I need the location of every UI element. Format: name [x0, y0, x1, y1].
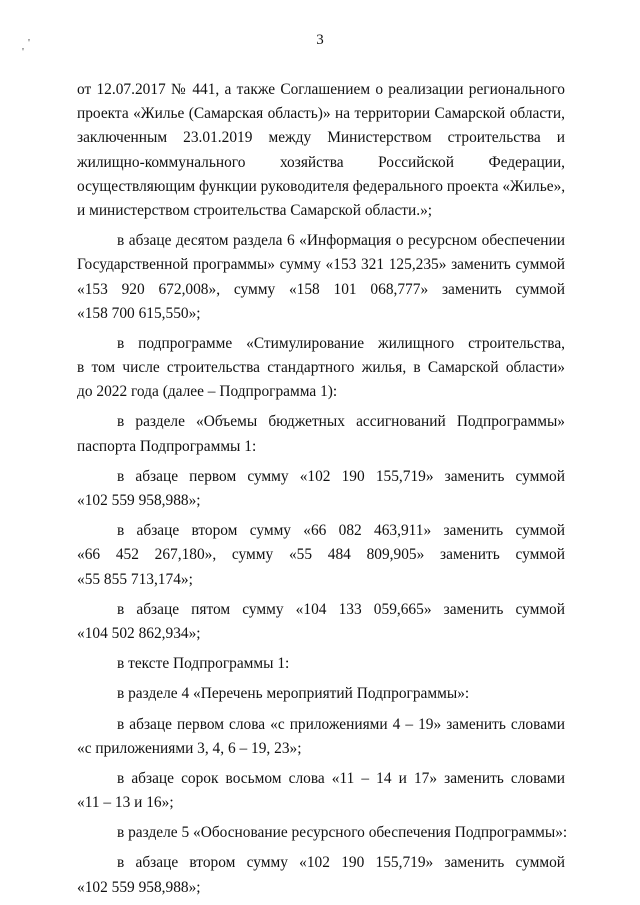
text-line: в абзаце десятом раздела 6 «Информация о ресурсном обеспечении — [117, 232, 565, 250]
paragraph — [77, 652, 565, 676]
paragraph — [77, 598, 565, 646]
margin-mark: ' — [22, 46, 24, 58]
text-line: «11 – 13 и 16»; — [77, 794, 174, 812]
paragraph — [77, 682, 565, 706]
text-line: паспорта Подпрограммы 1: — [77, 437, 257, 455]
paragraph — [77, 821, 568, 845]
text-line: «с приложениями 3, 4, 6 – 19, 23»; — [77, 739, 302, 757]
paragraph — [77, 465, 565, 513]
text-line: Государственной программы» сумму «153 321 125,235» заменить суммой — [77, 256, 565, 274]
text-line: до 2022 года (далее – Подпрограмма 1): — [77, 383, 338, 401]
text-line: «158 700 615,550»; — [77, 304, 201, 322]
text-line: в тексте Подпрограммы 1: — [117, 655, 290, 673]
text-line: в разделе «Объемы бюджетных ассигнований Подпрограммы» — [117, 413, 565, 431]
text-line: от 12.07.2017 № 441, а также Соглашением о реализации регионального — [77, 81, 565, 98]
paragraph — [77, 519, 565, 592]
text-line: «102 559 958,988»; — [77, 878, 201, 896]
text-line: «66 452 267,180», сумму «55 484 809,905» заменить суммой — [77, 546, 565, 564]
document-body — [77, 78, 568, 900]
text-line: в том числе строительства стандартного жилья, в Самарской области» — [77, 359, 565, 377]
text-line: в абзаце втором сумму «66 082 463,911» заменить суммой — [117, 522, 565, 540]
text-line: «104 502 862,934»; — [77, 624, 201, 642]
text-line: в разделе 4 «Перечень мероприятий Подпрограммы»: — [117, 685, 470, 703]
text-line: и министерством строительства Самарской области.»; — [77, 201, 433, 219]
paragraph — [77, 78, 565, 223]
text-line: в абзаце первом слова «с приложениями 4 – 19» заменить словами — [117, 715, 565, 733]
margin-mark: ' — [28, 37, 30, 49]
text-line: в абзаце пятом сумму «104 133 059,665» заменить суммой — [117, 600, 565, 618]
paragraph — [77, 332, 565, 405]
paragraph — [77, 767, 565, 815]
text-line: в абзаце первом сумму «102 190 155,719» заменить суммой — [117, 467, 565, 485]
text-line: заключенным 23.01.2019 между Министерством строительства и — [77, 129, 565, 147]
text-line: «102 559 958,988»; — [77, 492, 201, 509]
text-line: в разделе 5 «Обоснование ресурсного обеспечения Подпрограммы»: — [117, 824, 568, 842]
text-line: в подпрограмме «Стимулирование жилищного строительства, — [117, 334, 565, 352]
paragraph — [77, 851, 565, 899]
text-line: проекта «Жилье (Самарская область)» на территории Самарской области, — [77, 105, 565, 123]
text-line: в абзаце втором сумму «102 190 155,719» заменить суммой — [117, 854, 565, 872]
paragraph — [77, 713, 565, 761]
text-line: «153 920 672,008», сумму «158 101 068,777» заменить суммой — [77, 280, 565, 298]
text-line: осуществляющим функции руководителя федерального проекта «Жилье», — [77, 177, 566, 195]
text-line: в абзаце сорок восьмом слова «11 – 14 и 17» заменить словами — [117, 769, 565, 787]
text-line: жилищно-коммунального хозяйства Российской Федерации, — [77, 153, 565, 171]
paragraph — [77, 410, 565, 458]
text-line: «55 855 713,174»; — [77, 570, 193, 588]
paragraph — [77, 229, 565, 326]
page-number: 3 — [316, 32, 324, 48]
